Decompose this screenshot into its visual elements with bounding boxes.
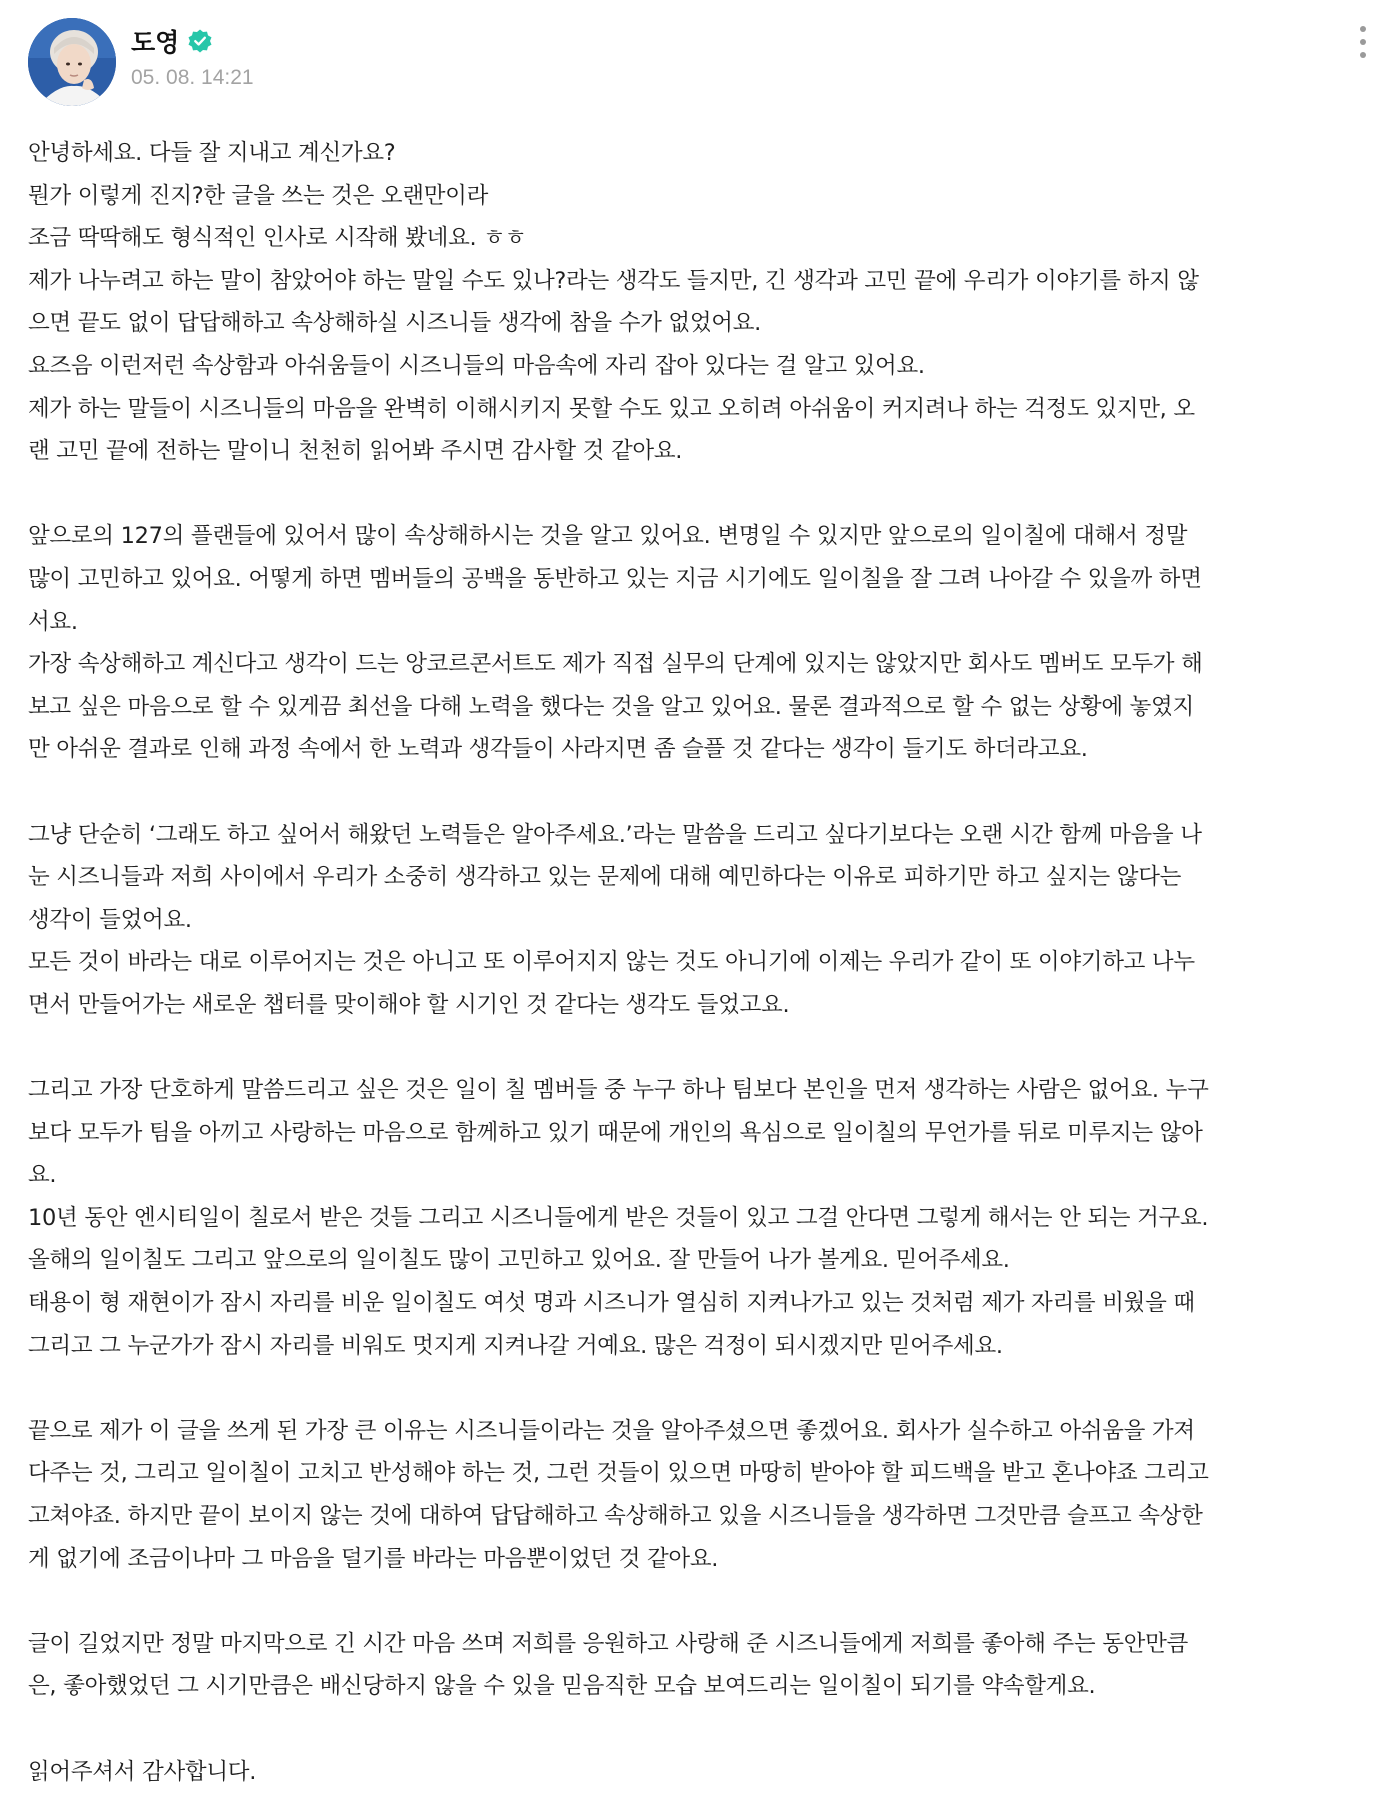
post-text-line: 으면 끝도 없이 답답해하고 속상해하실 시즈니들 생각에 참을 수가 없었어요.	[28, 310, 762, 337]
post-text-line: 올해의 일이칠도 그리고 앞으로의 일이칠도 많이 고민하고 있어요. 잘 만들어 나가 볼게요. 믿어주세요.	[28, 1247, 1010, 1274]
more-dot	[1360, 39, 1366, 45]
post-paragraph	[28, 1623, 1378, 1708]
post-paragraph	[28, 1751, 1378, 1794]
post-text-line: 많이 고민하고 있어요. 어떻게 하면 멤버들의 공백을 동반하고 있는 지금 시기에도 일이칠을 잘 그려 나아갈 수 있을까 하면	[28, 565, 1202, 592]
post-text-line: 게 없기에 조금이나마 그 마음을 덜기를 바라는 마음뿐이었던 것 같아요.	[28, 1545, 719, 1572]
post-text-line: 요.	[28, 1162, 57, 1189]
post-text-line: 태용이 형 재현이가 잠시 자리를 비운 일이칠도 여섯 명과 시즈니가 열심히 지켜나가고 있는 것처럼 제가 자리를 비웠을 때	[28, 1290, 1195, 1317]
post-text-line: 생각이 들었어요.	[28, 906, 192, 933]
post-text-line: 조금 딱딱해도 형식적인 인사로 시작해 봤네요. ㅎㅎ	[28, 225, 527, 252]
post-text-line: 보고 싶은 마음으로 할 수 있게끔 최선을 다해 노력을 했다는 것을 알고 있어요. 물론 결과적으로 할 수 없는 상황에 놓였지	[28, 693, 1194, 720]
post-text-line: 서요.	[28, 608, 78, 635]
post-paragraph	[28, 515, 1378, 771]
post-text-line: 안녕하세요. 다들 잘 지내고 계신가요?	[28, 140, 396, 166]
post-text-line: 앞으로의 127의 플랜들에 있어서 많이 속상해하시는 것을 알고 있어요. 변명일 수 있지만 앞으로의 일이칠에 대해서 정말	[28, 523, 1188, 550]
more-dot	[1360, 26, 1366, 32]
post-timestamp: 05. 08. 14:21	[131, 66, 254, 89]
post-text-line: 은, 좋아했었던 그 시기만큼은 배신당하지 않을 수 있을 믿음직한 모습 보여드리는 일이칠이 되기를 약속할게요.	[28, 1673, 1096, 1700]
post-text-line: 뭔가 이렇게 진지?한 글을 쓰는 것은 오랜만이라	[28, 182, 489, 209]
post-text-line: 그리고 그 누군가가 잠시 자리를 비워도 멋지게 지켜나갈 거예요. 많은 걱정이 되시겠지만 믿어주세요.	[28, 1332, 1003, 1359]
post-text-line: 만 아쉬운 결과로 인해 과정 속에서 한 노력과 생각들이 사라지면 좀 슬플 것 같다는 생각이 들기도 하더라고요.	[28, 736, 1088, 763]
avatar[interactable]	[28, 18, 116, 106]
post-text-line: 읽어주셔서 감사합니다.	[28, 1758, 257, 1785]
post-text-line: 고쳐야죠. 하지만 끝이 보이지 않는 것에 대하여 답답해하고 속상해하고 있을 시즈니들을 생각하면 그것만큼 슬프고 속상한	[28, 1503, 1203, 1529]
post-text-line: 모든 것이 바라는 대로 이루어지는 것은 아니고 또 이루어지지 않는 것도 아니기에 이제는 우리가 같이 또 이야기하고 나누	[28, 949, 1195, 976]
author-row	[131, 24, 213, 58]
post-text-line: 눈 시즈니들과 저희 사이에서 우리가 소중히 생각하고 있는 문제에 대해 예민하다는 이유로 피하기만 하고 싶지는 않다는	[28, 864, 1182, 891]
post-paragraph	[28, 1069, 1378, 1367]
more-dot	[1360, 52, 1366, 58]
post-paragraph	[28, 814, 1378, 1027]
post-body	[28, 132, 1378, 1793]
avatar-photo	[28, 18, 116, 106]
post-text-line: 그냥 단순히 ‘그래도 하고 싶어서 해왔던 노력들은 알아주세요.’라는 말씀을 드리고 싶다기보다는 오랜 시간 함께 마음을 나	[28, 821, 1202, 848]
post-text-line: 그리고 가장 단호하게 말씀드리고 싶은 것은 일이 칠 멤버들 중 누구 하나 팀보다 본인을 먼저 생각하는 사람은 없어요. 누구	[28, 1077, 1209, 1104]
post-paragraph	[28, 1410, 1378, 1580]
more-vertical-icon[interactable]	[1348, 20, 1378, 64]
post-paragraph	[28, 132, 1378, 473]
post-text-line: 다주는 것, 그리고 일이칠이 고치고 반성해야 하는 것, 그런 것들이 있으면 마땅히 받아야 할 피드백을 받고 혼나야죠 그리고	[28, 1460, 1209, 1487]
post-text-line: 가장 속상해하고 계신다고 생각이 드는 앙코르콘서트도 제가 직접 실무의 단계에 있지는 않았지만 회사도 멤버도 모두가 해	[28, 651, 1203, 678]
author-name[interactable]: 도영	[131, 28, 180, 57]
post-text-line: 랜 고민 끝에 전하는 말이니 천천히 읽어봐 주시면 감사할 것 같아요.	[28, 438, 683, 465]
post-text-line: 보다 모두가 팀을 아끼고 사랑하는 마음으로 함께하고 있기 때문에 개인의 욕심으로 일이칠의 무언가를 뒤로 미루지는 않아	[28, 1119, 1203, 1146]
post-text-line: 글이 길었지만 정말 마지막으로 긴 시간 마음 쓰며 저희를 응원하고 사랑해 준 시즈니들에게 저희를 좋아해 주는 동안만큼	[28, 1630, 1188, 1657]
post-text-line: 면서 만들어가는 새로운 챕터를 맞이해야 할 시기인 것 같다는 생각도 들었고요.	[28, 991, 790, 1018]
post-header	[28, 18, 1378, 106]
post-text-line: 제가 하는 말들이 시즈니들의 마음을 완벽히 이해시키지 못할 수도 있고 오히려 아쉬움이 커지려나 하는 걱정도 있지만, 오	[28, 395, 1195, 422]
post-text-line: 제가 나누려고 하는 말이 참았어야 하는 말일 수도 있나?라는 생각도 들지만, 긴 생각과 고민 끝에 우리가 이야기를 하지 않	[28, 267, 1199, 294]
verified-badge-icon	[187, 28, 213, 54]
post-text-line: 요즈음 이런저런 속상함과 아쉬움들이 시즈니들의 마음속에 자리 잡아 있다는 걸 알고 있어요.	[28, 352, 925, 379]
post-text-line: 10년 동안 엔시티일이 칠로서 받은 것들 그리고 시즈니들에게 받은 것들이 있고 그걸 안다면 그렇게 해서는 안 되는 거구요.	[28, 1204, 1209, 1231]
post-text-line: 끝으로 제가 이 글을 쓰게 된 가장 큰 이유는 시즈니들이라는 것을 알아주셨으면 좋겠어요. 회사가 실수하고 아쉬움을 가져	[28, 1417, 1195, 1444]
